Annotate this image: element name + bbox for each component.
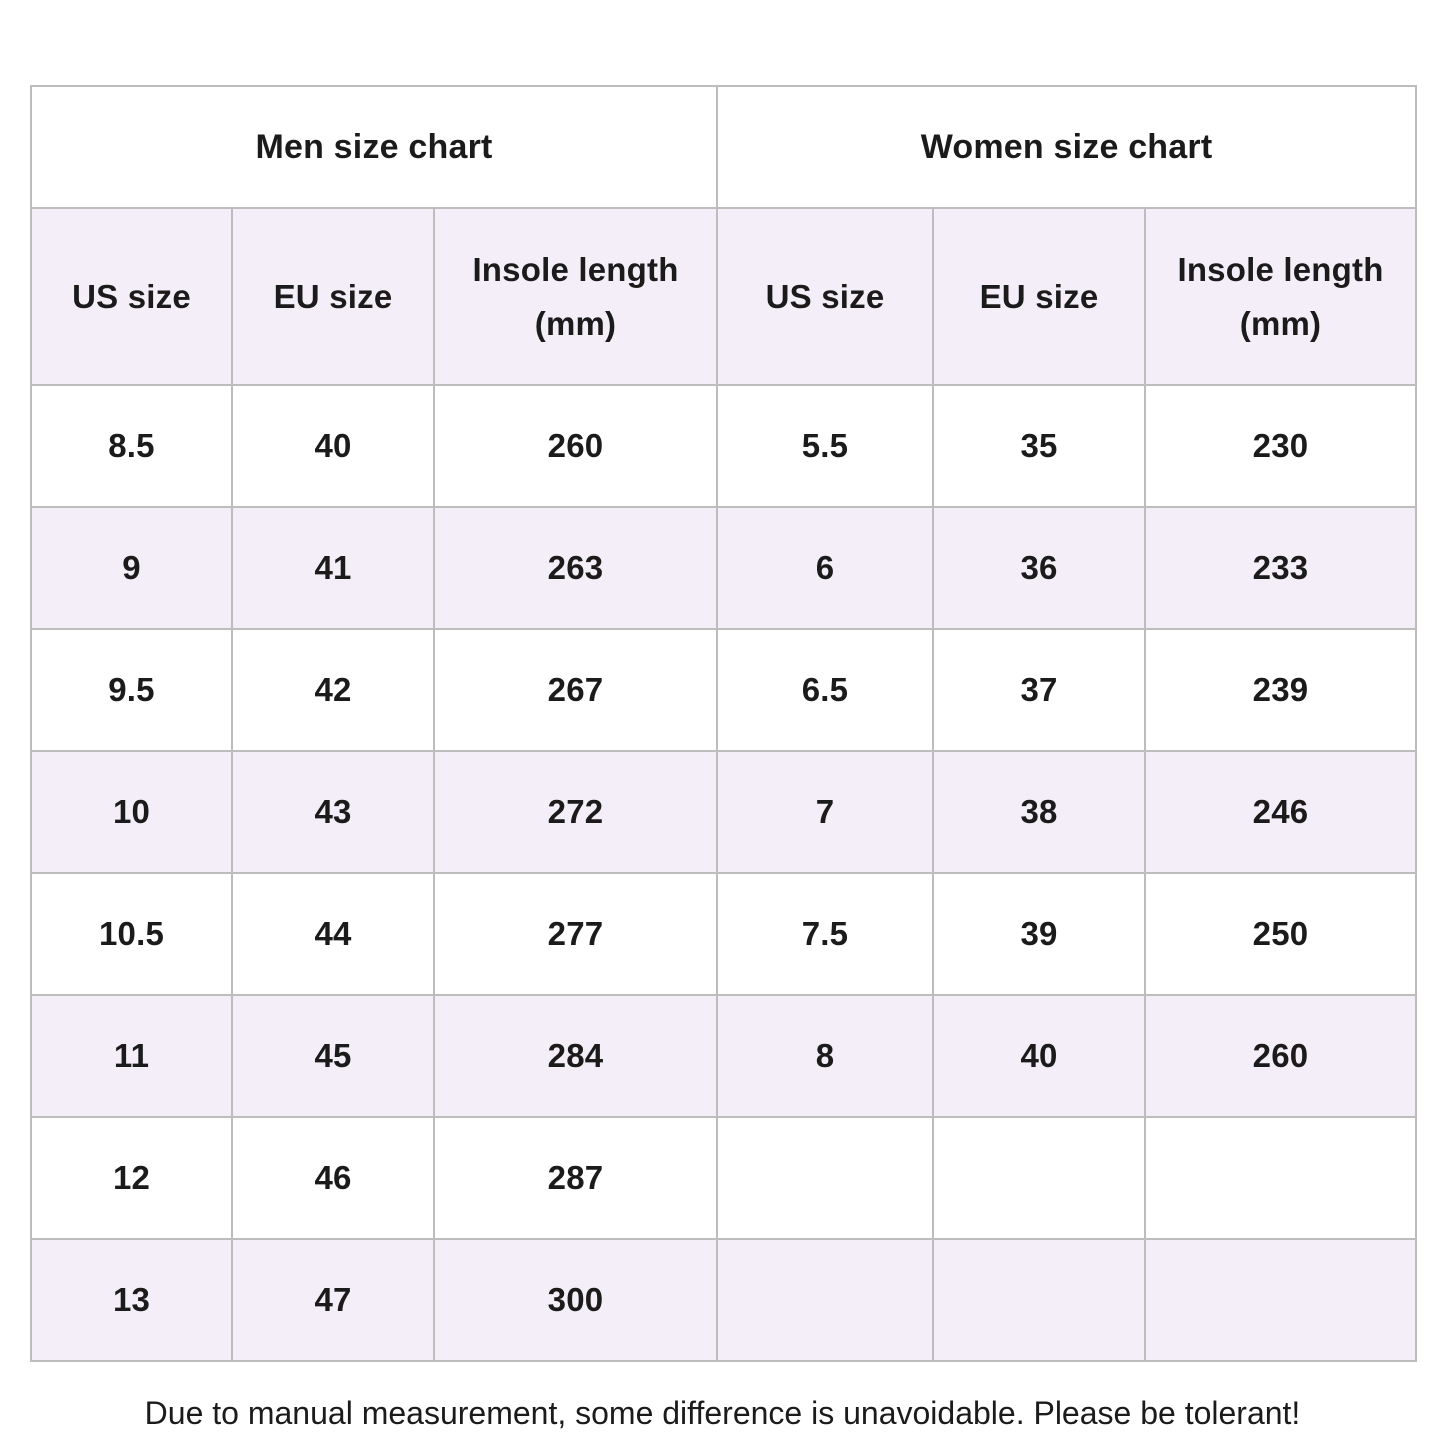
women-eu-cell: 38 <box>933 751 1145 873</box>
women-us-cell: 6.5 <box>717 629 933 751</box>
men-eu-size-header-label: EU size <box>273 277 393 315</box>
men-us-cell: 9 <box>31 507 232 629</box>
men-us-cell: 10 <box>31 751 232 873</box>
size-row <box>31 873 1416 995</box>
men-insole-cell: 263 <box>434 507 717 629</box>
men-us-size-header-label: US size <box>72 277 191 315</box>
column-header-row <box>31 208 1416 385</box>
men-us-cell: 12 <box>31 1117 232 1239</box>
women-eu-cell: 39 <box>933 873 1145 995</box>
women-insole-cell: 239 <box>1145 629 1416 751</box>
men-us-cell: 9.5 <box>31 629 232 751</box>
women-eu-cell: 37 <box>933 629 1145 751</box>
size-row <box>31 1117 1416 1239</box>
women-size-chart-title: Women size chart <box>717 86 1416 208</box>
women-us-cell: 7 <box>717 751 933 873</box>
men-insole-cell: 277 <box>434 873 717 995</box>
size-row <box>31 1239 1416 1361</box>
women-eu-size-header <box>933 208 1145 385</box>
men-eu-size-header <box>232 208 434 385</box>
size-chart-table <box>30 85 1417 1362</box>
men-size-chart-title: Men size chart <box>31 86 717 208</box>
women-eu-cell <box>933 1239 1145 1361</box>
men-eu-cell: 41 <box>232 507 434 629</box>
women-insole-cell: 246 <box>1145 751 1416 873</box>
women-insole-cell: 250 <box>1145 873 1416 995</box>
men-us-cell: 10.5 <box>31 873 232 995</box>
women-us-size-header-label: US size <box>765 277 885 315</box>
size-row <box>31 507 1416 629</box>
men-eu-cell: 44 <box>232 873 434 995</box>
men-us-size-header <box>31 208 232 385</box>
men-eu-cell: 43 <box>232 751 434 873</box>
men-insole-length-header <box>434 208 717 385</box>
group-header-row <box>31 86 1416 208</box>
women-us-size-header <box>717 208 933 385</box>
women-insole-cell: 233 <box>1145 507 1416 629</box>
size-row <box>31 385 1416 507</box>
women-insole-cell <box>1145 1117 1416 1239</box>
women-us-cell: 6 <box>717 507 933 629</box>
men-eu-cell: 46 <box>232 1117 434 1239</box>
men-insole-cell: 287 <box>434 1117 717 1239</box>
women-insole-length-header <box>1145 208 1416 385</box>
men-insole-cell: 284 <box>434 995 717 1117</box>
women-us-cell <box>717 1117 933 1239</box>
men-eu-cell: 45 <box>232 995 434 1117</box>
women-us-cell <box>717 1239 933 1361</box>
men-eu-cell: 47 <box>232 1239 434 1361</box>
men-insole-cell: 267 <box>434 629 717 751</box>
size-row <box>31 629 1416 751</box>
women-insole-length-header-label: Insole length (mm) <box>1177 251 1384 342</box>
women-eu-cell: 36 <box>933 507 1145 629</box>
women-insole-cell: 230 <box>1145 385 1416 507</box>
men-insole-cell: 260 <box>434 385 717 507</box>
women-eu-cell <box>933 1117 1145 1239</box>
women-eu-size-header-label: EU size <box>979 277 1099 315</box>
men-insole-cell: 300 <box>434 1239 717 1361</box>
men-insole-length-header-label: Insole length (mm) <box>472 251 679 342</box>
size-row <box>31 751 1416 873</box>
men-us-cell: 8.5 <box>31 385 232 507</box>
women-insole-cell: 260 <box>1145 995 1416 1117</box>
size-row <box>31 995 1416 1117</box>
women-us-cell: 5.5 <box>717 385 933 507</box>
women-us-cell: 8 <box>717 995 933 1117</box>
men-us-cell: 13 <box>31 1239 232 1361</box>
men-eu-cell: 40 <box>232 385 434 507</box>
men-us-cell: 11 <box>31 995 232 1117</box>
men-insole-cell: 272 <box>434 751 717 873</box>
women-eu-cell: 40 <box>933 995 1145 1117</box>
women-insole-cell <box>1145 1239 1416 1361</box>
women-us-cell: 7.5 <box>717 873 933 995</box>
measurement-note: Due to manual measurement, some difference is unavoidable. Please be tolerant! <box>144 1395 1301 1431</box>
men-eu-cell: 42 <box>232 629 434 751</box>
women-eu-cell: 35 <box>933 385 1145 507</box>
